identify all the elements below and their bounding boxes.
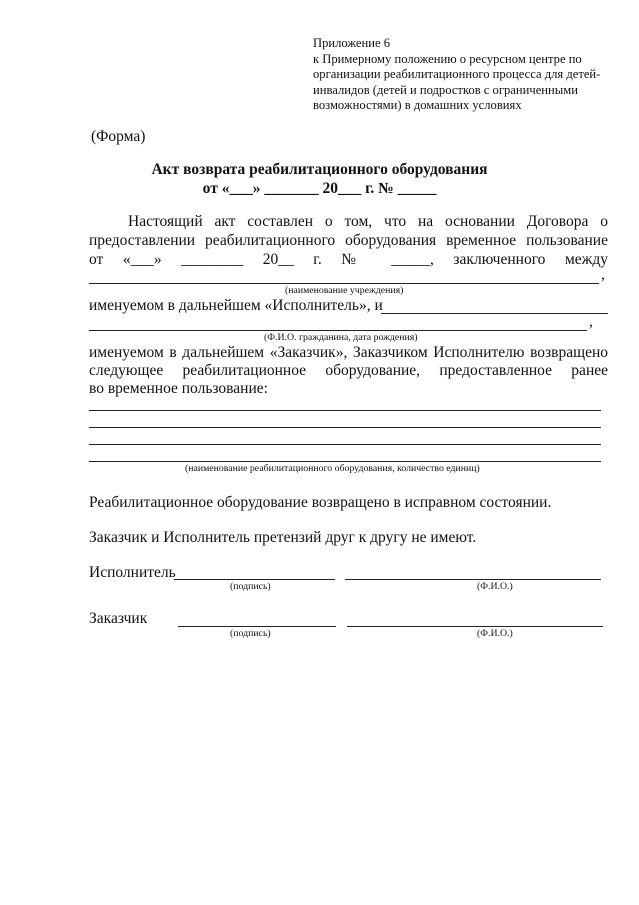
document-title-date: от «___» _______ 20___ г. № _____ bbox=[202, 180, 437, 197]
paragraph-line: предоставлении реабилитационного оборудования временное пользование bbox=[89, 232, 608, 249]
caption-citizen: (Ф.И.О. гражданина, дата рождения) bbox=[264, 332, 418, 343]
customer-signature-label: Заказчик bbox=[89, 610, 148, 627]
caption-institution: (наименование учреждения) bbox=[285, 285, 404, 296]
form-label: (Форма) bbox=[91, 128, 146, 145]
paragraph-line: от «___» ________ 20__ г. № _____, заключенного между bbox=[89, 251, 608, 268]
document-title: Акт возврата реабилитационного оборудования bbox=[151, 161, 488, 178]
paragraph-line: следующее реабилитационное оборудование, предоставленное ранее bbox=[89, 362, 608, 379]
executor-signature-line bbox=[174, 579, 335, 580]
customer-signature-line bbox=[178, 626, 336, 627]
comma: , bbox=[601, 266, 605, 283]
paragraph-line: Настоящий акт составлен о том, что на основании Договора о bbox=[128, 213, 608, 230]
name-caption: (Ф.И.О.) bbox=[477, 628, 513, 639]
paragraph-line: именуемом в дальнейшем «Заказчик», Заказчиком Исполнителю возвращено bbox=[89, 344, 608, 361]
caption-equipment: (наименование реабилитационного оборудования, количество единиц) bbox=[185, 463, 480, 474]
executor-name-line bbox=[345, 579, 601, 580]
institution-field-line bbox=[89, 283, 599, 284]
name-caption: (Ф.И.О.) bbox=[477, 581, 513, 592]
equipment-field-line bbox=[89, 444, 601, 445]
appendix-line: организации реабилитационного процесса для детей- bbox=[313, 67, 601, 82]
executor-signature-label: Исполнитель bbox=[89, 564, 176, 581]
appendix-note bbox=[313, 36, 600, 114]
equipment-field-line bbox=[89, 427, 601, 428]
appendix-line: Приложение 6 bbox=[313, 36, 391, 50]
comma: , bbox=[589, 313, 593, 330]
appendix-line: к Примерному положению о ресурсном центре по bbox=[313, 51, 582, 66]
customer-name-line bbox=[347, 626, 603, 627]
signature-caption: (подпись) bbox=[230, 581, 271, 592]
no-claims-statement: Заказчик и Исполнитель претензий друг к другу не имеют. bbox=[89, 529, 477, 546]
executor-text: именуемом в дальнейшем «Исполнитель», и bbox=[89, 297, 383, 314]
equipment-field-line bbox=[89, 410, 601, 411]
equipment-field-line bbox=[89, 461, 601, 462]
appendix-line: возможностями) в домашних условиях bbox=[313, 98, 522, 113]
returned-statement: Реабилитационное оборудование возвращено в исправном состоянии. bbox=[89, 494, 552, 511]
citizen-field-line bbox=[89, 330, 587, 331]
appendix-line: инвалидов (детей и подростков с ограниченными bbox=[313, 82, 578, 97]
signature-caption: (подпись) bbox=[230, 628, 271, 639]
executor-field-line bbox=[381, 313, 608, 314]
paragraph-line: во временное пользование: bbox=[89, 380, 268, 397]
